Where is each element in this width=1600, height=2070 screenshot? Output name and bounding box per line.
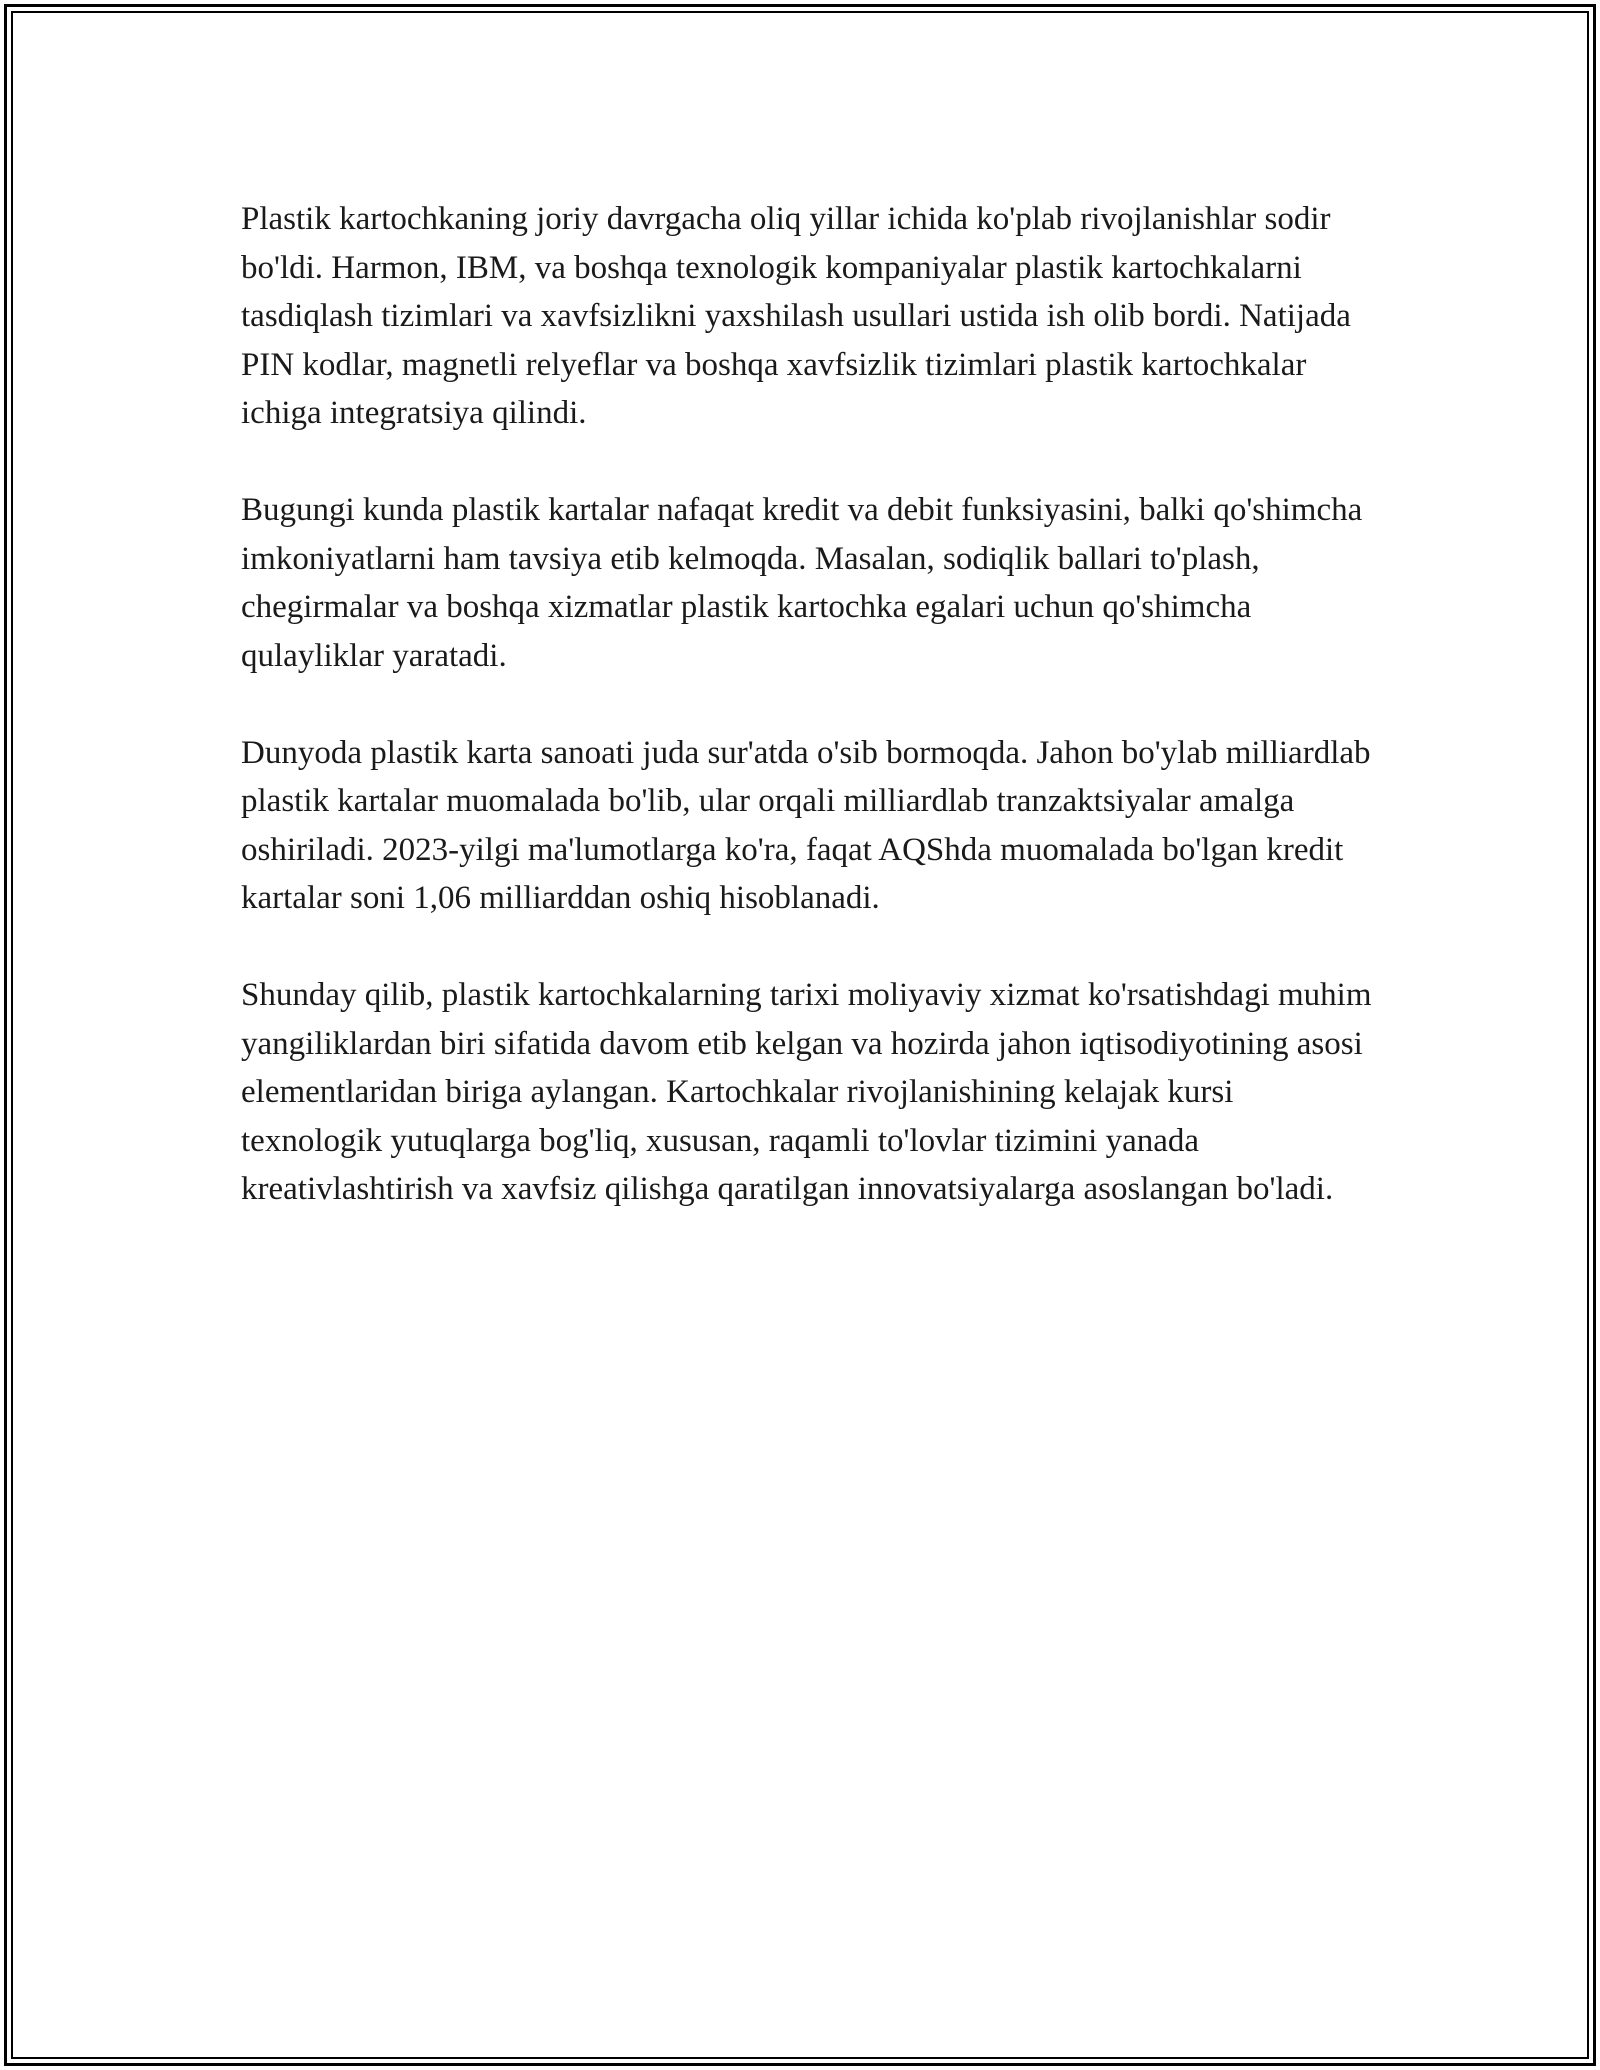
page-border [4,4,1596,2066]
paragraph-industry-growth: Dunyoda plastik karta sanoati juda sur'atda o'sib bormoqda. Jahon bo'ylab milliardlab plastik kartalar muomalada bo'lib, ular orqali milliardlab tranzaktsiyalar amalga oshiriladi. 2023-yilgi ma'lumotlarga ko'ra, faqat AQShda muomalada bo'lgan kredit kartalar soni 1,06 milliarddan oshiq hisoblanadi. [241,734,1371,916]
paragraph-history-developments: Plastik kartochkaning joriy davrgacha oliq yillar ichida ko'plab rivojlanishlar sodir bo'ldi. Harmon, IBM, va boshqa texnologik kompaniyalar plastik kartochkalarni tasdiqlash tizimlari va xavfsizlikni yaxshilash usullari ustida ish olib bordi. Natijada PIN kodlar, magnetli relyeflar va boshqa xavfsizlik tizimlari plastik kartochkalar ichiga integratsiya qilindi. [241,201,1351,431]
paragraph-modern-features: Bugungi kunda plastik kartalar nafaqat kredit va debit funksiyasini, balki qo'shimcha imkoniyatlarni ham tavsiya etib kelmoqda. Masalan, sodiqlik ballari to'plash, chegirmalar va boshqa xizmatlar plastik kartochka egalari uchun qo'shimcha qulayliklar yaratadi. [241,492,1363,674]
document-body [241,195,1381,1262]
paragraph-conclusion: Shunday qilib, plastik kartochkalarning tarixi moliyaviy xizmat ko'rsatishdagi muhim yangiliklardan biri sifatida davom etib kelgan va hozirda jahon iqtisodiyotining asosi elementlaridan biriga aylangan. Kartochkalar rivojlanishining kelajak kursi texnologik yutuqlarga bog'liq, xususan, raqamli to'lovlar tizimini yanada kreativlashtirish va xavfsiz qilishga qaratilgan innovatsiyalarga asoslangan bo'ladi. [241,977,1372,1207]
